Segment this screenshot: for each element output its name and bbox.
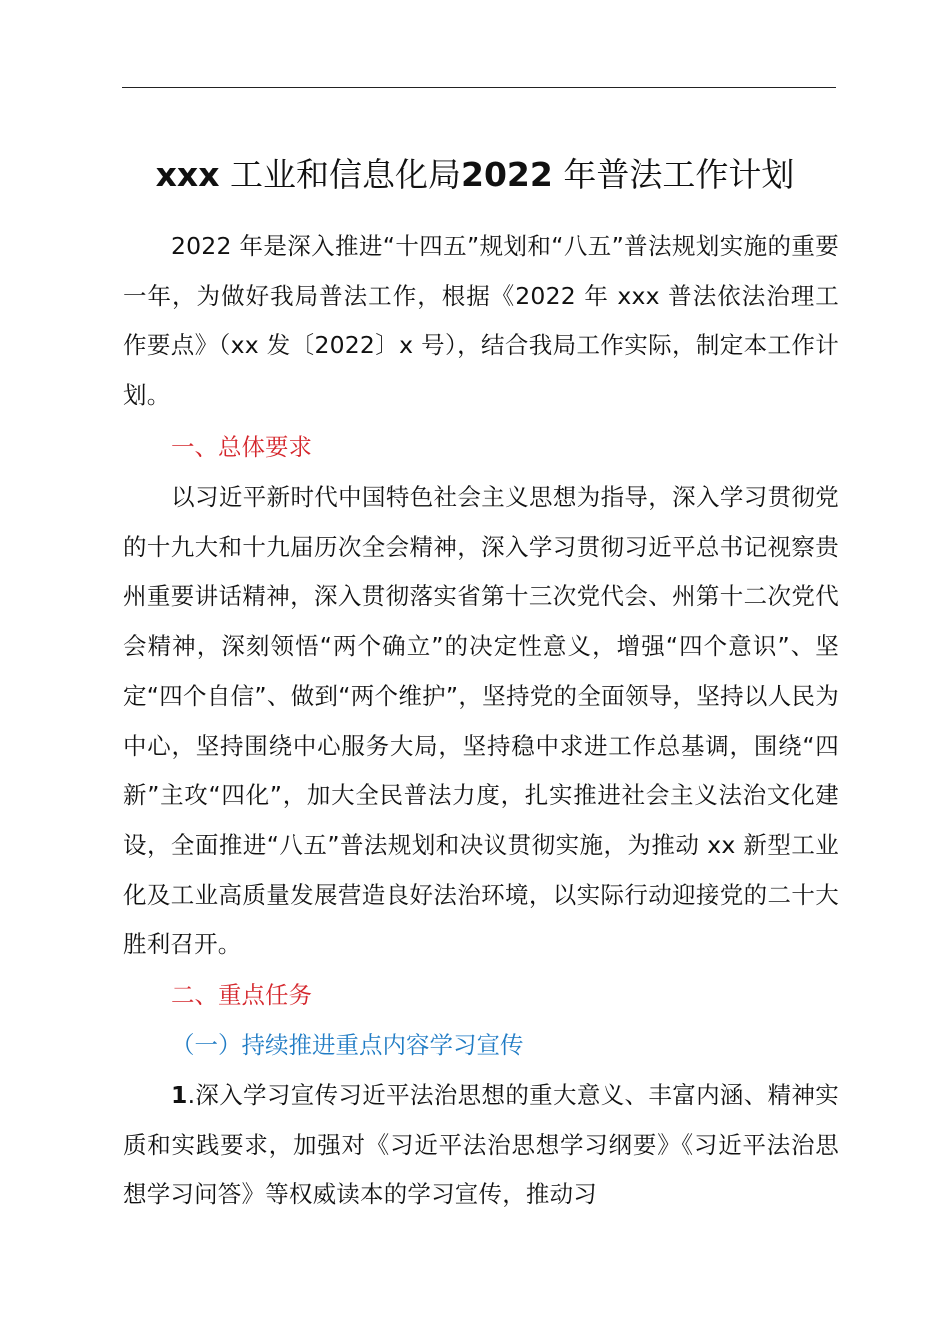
item1-text: .深入学习宣传习近平法治思想的重大意义、丰富内涵、精神实质和实践要求，加强对《习近平法治思想学习纲要》《习近平法治思想学习问答》等权威读本的学习宣传，推动习 [123,1081,839,1209]
intro-text: 2022 年是深入推进“十四五”规划和“八五”普法规划实施的重要一年，为做好我局普法工作，根据《2022 年 xxx 普法依法治理工作要点》（xx 发〔2022〕x 号），结合我局工作实际，制定本工作计划。 [123,232,839,410]
section1-text: 以习近平新时代中国特色社会主义思想为指导，深入学习贯彻党的十九大和十九届历次全会精神，深入学习贯彻习近平总书记视察贵州重要讲话精神，深入贯彻落实省第十三次党代会、州第十二次党代会精神，深刻领悟“两个确立”的决定性意义，增强“四个意识”、坚定“四个自信”、做到“两个维护”，坚持党的全面领导，坚持以人民为中心，坚持围绕中心服务大局，坚持稳中求进工作总基调，围绕“四新”主攻“四化”，加大全民普法力度，扎实推进社会主义法治文化建设，全面推进“八五”普法规划和决议贯彻实施，为推动 xx 新型工业化及工业高质量发展营造良好法治环境，以实际行动迎接党的二十大胜利召开。 [123,483,839,959]
section2-heading: 二、重点任务 [171,981,312,1009]
intro-paragraph [123,222,839,421]
item1-number: 1 [171,1081,188,1109]
title-prefix: xxx [155,155,220,194]
title-part2: 年普法工作计划 [563,155,795,194]
document-title [60,150,890,200]
item1-paragraph [123,1071,839,1220]
header-rule [122,87,836,88]
title-part1: 工业和信息化局 [230,155,461,194]
section1-paragraph [123,473,839,970]
subsection1-heading: （一）持续推进重点内容学习宣传 [171,1031,524,1059]
section1-heading: 一、总体要求 [171,433,312,461]
title-year: 2022 [461,155,553,194]
